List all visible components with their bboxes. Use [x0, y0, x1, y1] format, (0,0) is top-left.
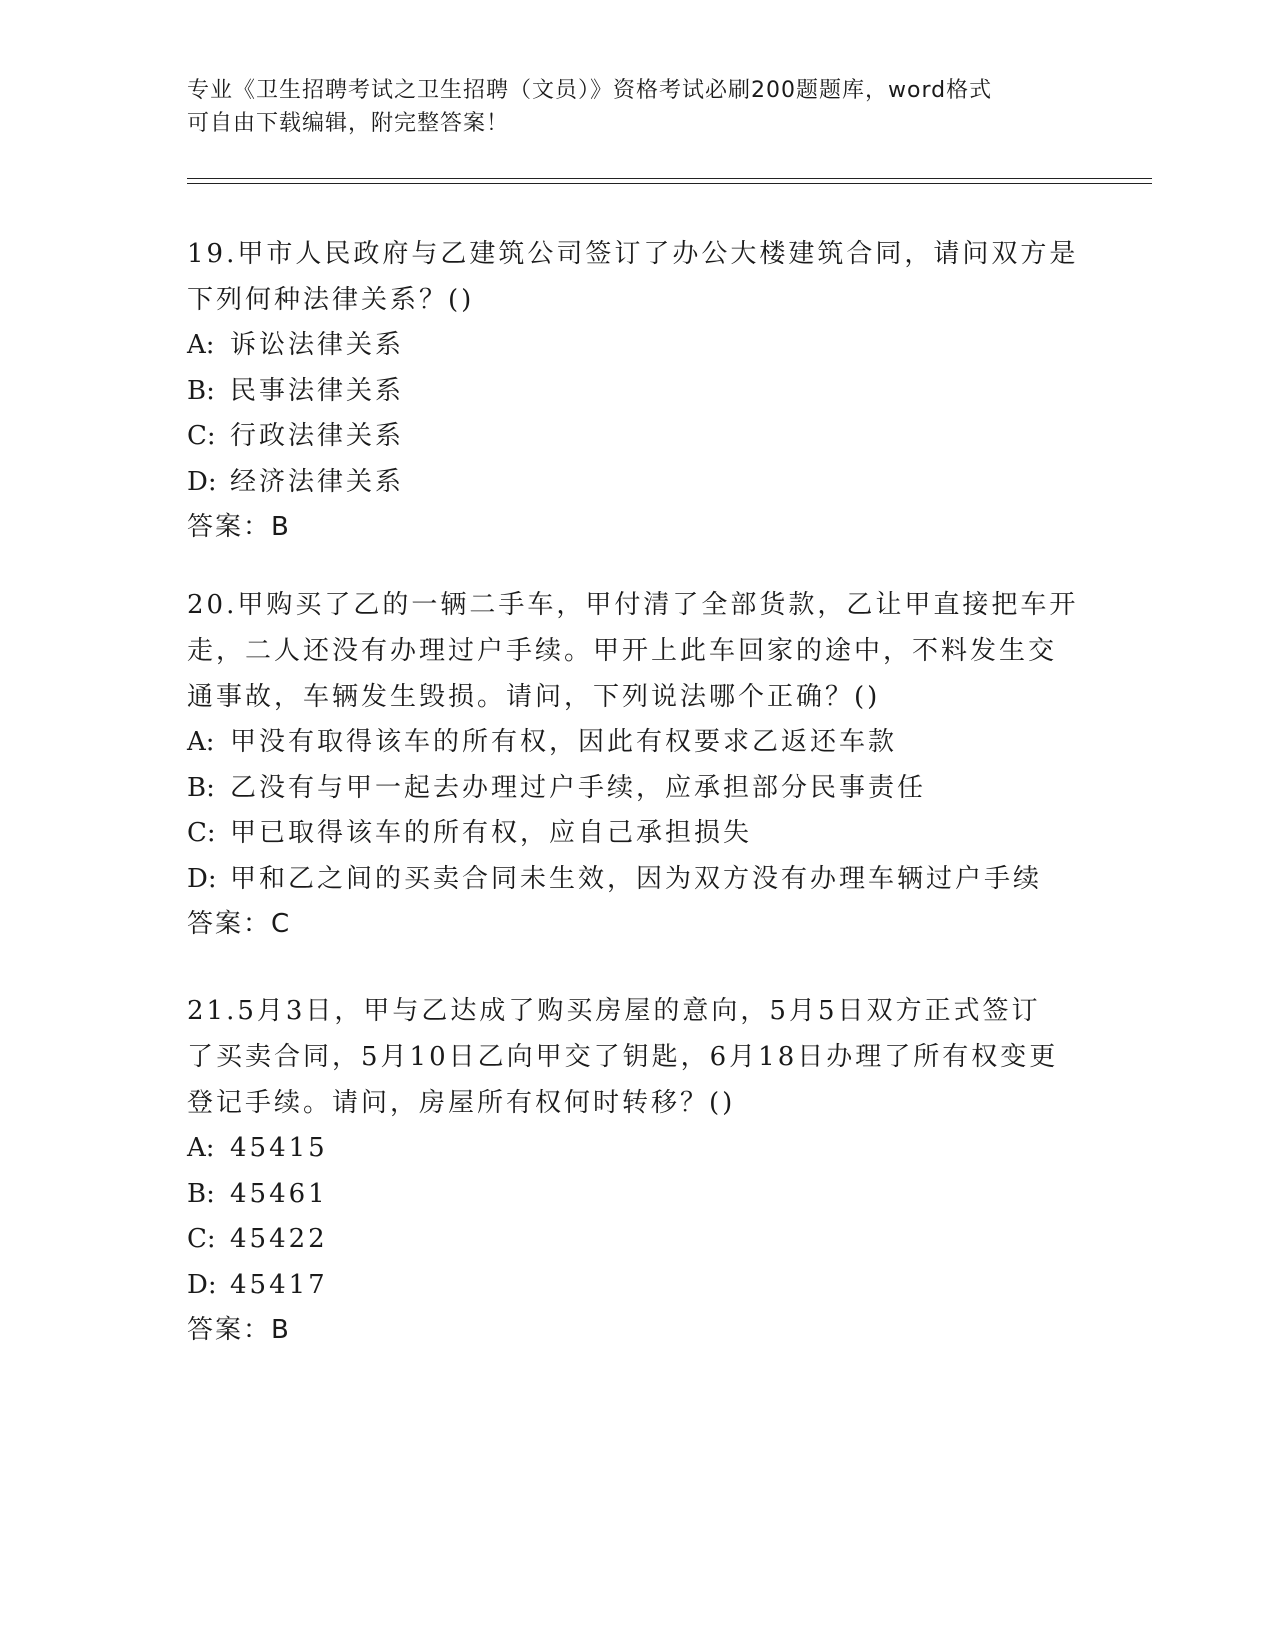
header-divider-top: [187, 178, 1152, 179]
question-stem-line: 通事故，车辆发生毁损。请问，下列说法哪个正确？(): [187, 682, 881, 712]
option-letter: B:: [187, 772, 215, 803]
question-21: [187, 988, 1087, 1352]
header-divider-bottom: [187, 183, 1152, 184]
header-line-1: 专业《卫生招聘考试之卫生招聘（文员）》资格考试必刷200题题库，word格式: [187, 78, 993, 103]
option-d: [187, 857, 1087, 903]
question-stem-line: 下列何种法律关系？(): [187, 285, 475, 315]
option-c: [187, 414, 1087, 460]
option-text: 乙没有与甲一起去办理过户手续，应承担部分民事责任: [230, 772, 927, 803]
answer-line: 答案：B: [187, 512, 291, 542]
option-b: [187, 1172, 1087, 1218]
header-line-2: 可自由下载编辑，附完整答案！: [187, 111, 510, 136]
question-stem-line: 19.甲市人民政府与乙建筑公司签订了办公大楼建筑合同，请问双方是: [187, 239, 1079, 269]
option-text: 诉讼法律关系: [230, 330, 405, 360]
question-20: [187, 582, 1087, 946]
option-text: 45417: [230, 1269, 328, 1300]
option-text: 甲和乙之间的买卖合同未生效，因为双方没有办理车辆过户手续: [230, 863, 1043, 894]
option-letter: B:: [187, 375, 215, 406]
document-header: [187, 74, 1087, 140]
question-stem-line: 了买卖合同，5月10日乙向甲交了钥匙，6月18日办理了所有权变更: [187, 1042, 1059, 1072]
question-19: [187, 231, 1087, 549]
option-b: [187, 766, 1087, 812]
option-text: 45415: [230, 1133, 328, 1163]
option-c: [187, 1217, 1087, 1263]
option-letter: D:: [187, 1269, 217, 1300]
option-a: [187, 323, 1087, 369]
option-d: [187, 460, 1087, 506]
option-letter: C:: [187, 818, 216, 848]
option-a: [187, 1126, 1087, 1172]
answer-line: 答案：B: [187, 1315, 291, 1345]
option-letter: B:: [187, 1178, 215, 1209]
option-letter: C:: [187, 1224, 216, 1254]
option-letter: D:: [187, 863, 217, 894]
option-letter: C:: [187, 421, 216, 451]
option-text: 45422: [230, 1224, 328, 1254]
option-letter: A:: [187, 330, 215, 360]
question-stem-line: 登记手续。请问，房屋所有权何时转移？(): [187, 1088, 736, 1118]
option-text: 民事法律关系: [230, 375, 405, 406]
option-text: 甲没有取得该车的所有权，因此有权要求乙返还车款: [230, 727, 898, 757]
question-stem-line: 21.5月3日，甲与乙达成了购买房屋的意向，5月5日双方正式签订: [187, 996, 1041, 1026]
option-text: 经济法律关系: [230, 466, 405, 497]
option-a: [187, 720, 1087, 766]
option-letter: D:: [187, 466, 217, 497]
question-stem-line: 20.甲购买了乙的一辆二手车，甲付清了全部货款，乙让甲直接把车开: [187, 590, 1079, 620]
option-text: 45461: [230, 1178, 328, 1209]
option-text: 行政法律关系: [230, 421, 405, 451]
option-letter: A:: [187, 727, 215, 757]
option-d: [187, 1263, 1087, 1309]
option-b: [187, 369, 1087, 415]
option-letter: A:: [187, 1133, 215, 1163]
option-text: 甲已取得该车的所有权，应自己承担损失: [230, 818, 753, 848]
question-stem-line: 走，二人还没有办理过户手续。甲开上此车回家的途中，不料发生交: [187, 636, 1058, 666]
answer-line: 答案：C: [187, 909, 292, 939]
option-c: [187, 811, 1087, 857]
